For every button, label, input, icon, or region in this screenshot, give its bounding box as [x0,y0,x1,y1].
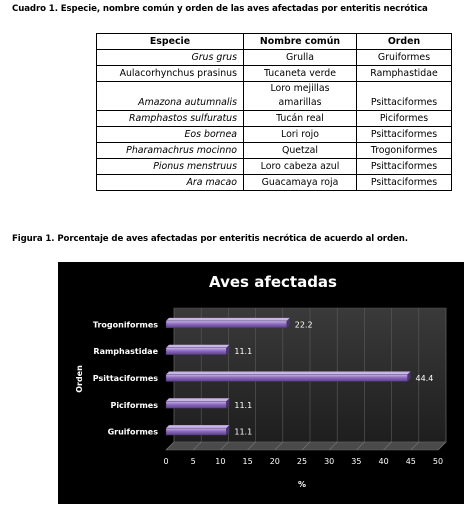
header-nombre-comun: Nombre común [244,34,357,50]
table-row [97,66,452,82]
x-tick-label: 50 [432,457,444,466]
bar [166,321,287,328]
cell-especie: Amazona autumnalis [97,82,244,111]
cell-nombre-comun: Loro cabeza azul [244,159,357,175]
header-orden: Orden [357,34,452,50]
cell-nombre-comun: Tucán real [244,111,357,127]
bar-top [166,398,229,401]
table-caption: Cuadro 1. Especie, nombre común y orden de las aves afectadas por enteritis necrótica [12,4,428,14]
cell-especie: Ramphastos sulfuratus [97,111,244,127]
data-label: 22.2 [294,320,313,330]
cell-nombre-comun: Grulla [244,50,357,66]
x-tick-label: 45 [405,457,416,466]
cell-especie: Eos bornea [97,127,244,143]
table-row [97,175,452,191]
data-label: 11.1 [234,427,253,437]
x-tick-label: 35 [351,457,362,466]
cell-orden: Psittaciformes [357,175,452,191]
cell-especie: Pharamachrus mocinno [97,143,244,159]
bar [166,428,226,435]
bar-chart [58,262,464,504]
cell-nombre-comun: Tucaneta verde [244,66,357,82]
table-header-row [97,34,452,50]
bar [166,348,226,355]
cell-nombre-comun: Lori rojo [244,127,357,143]
cell-especie: Ara macao [97,175,244,191]
y-tick-label: Trogoniformes [92,320,158,330]
species-table [96,33,452,191]
header-especie: Especie [97,34,244,50]
x-axis-label: % [297,480,307,489]
x-tick-label: 10 [215,457,226,466]
cell-orden: Gruiformes [357,50,452,66]
x-tick-label: 30 [324,457,335,466]
table-row [97,127,452,143]
x-tick-label: 20 [269,457,280,466]
bar-top [166,372,411,375]
table-row [97,82,452,111]
cell-line: amarillas [278,97,322,108]
bar [166,375,408,382]
cell-orden: Psittaciformes [357,82,452,111]
y-tick-label: Piciformes [110,400,158,410]
data-label: 44.4 [415,374,434,383]
x-tick-label: 15 [242,457,253,466]
table-row [97,159,452,175]
cell-especie: Aulacorhynchus prasinus [97,66,244,82]
cell-orden: Ramphastidae [357,66,452,82]
cell-especie: Grus grus [97,50,244,66]
cell-especie: Pionus menstruus [97,159,244,175]
y-axis-label: Orden [75,365,84,393]
table-row [97,50,452,66]
bar-top [166,318,290,321]
cell-nombre-comun: Guacamaya roja [244,175,357,191]
data-label: 11.1 [234,347,253,357]
chart-title: Aves afectadas [209,273,337,291]
bar [166,401,226,408]
table-row [97,143,452,159]
cell-nombre-comun: Quetzal [244,143,357,159]
cell-orden: Psittaciformes [357,159,452,175]
data-label: 11.1 [234,400,253,410]
bar-top [166,345,229,348]
x-tick-label: 0 [163,457,169,466]
cell-orden: Piciformes [357,111,452,127]
y-tick-label: Psittaciformes [92,374,158,383]
cell-nombre-comun [244,82,357,111]
cell-line: Loro mejillas [270,83,330,94]
table-row [97,111,452,127]
y-tick-label: Gruiformes [107,427,158,437]
x-tick-label: 25 [296,457,308,466]
bar-top [166,425,229,428]
cell-orden: Trogoniformes [357,143,452,159]
y-tick-label: Ramphastidae [93,347,158,357]
x-tick-label: 40 [378,457,389,466]
figure-caption: Figura 1. Porcentaje de aves afectadas por enteritis necrótica de acuerdo al orden. [12,234,408,244]
cell-orden: Psittaciformes [357,127,452,143]
x-tick-label: 5 [190,457,196,466]
